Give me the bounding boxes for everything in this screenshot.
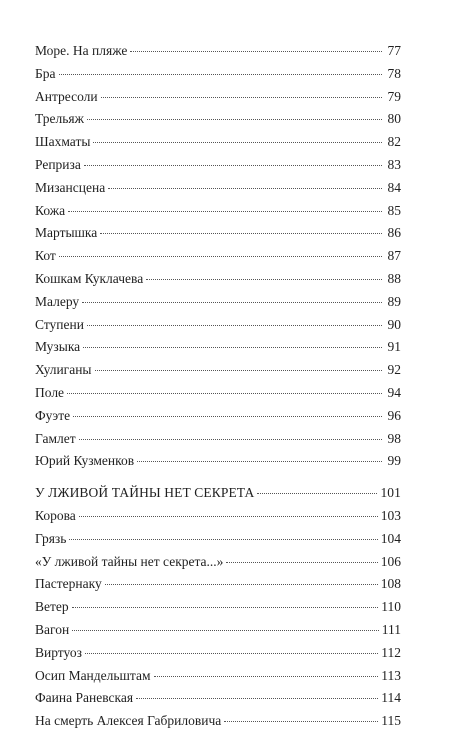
toc-entry — [35, 382, 401, 405]
toc-part-1 — [35, 40, 401, 473]
dot-leader — [154, 676, 379, 677]
toc-entry-title: На смерть Алексея Габриловича — [35, 713, 222, 729]
toc-entry-title: Мизансцена — [35, 179, 106, 195]
toc-entry-title: «У лживой тайны нет секрета...» — [35, 553, 224, 569]
dot-leader — [79, 516, 378, 517]
toc-entry-title: Кот — [35, 248, 56, 264]
dot-leader — [85, 653, 378, 654]
toc-entry — [35, 428, 401, 451]
toc-entry-title: Ступени — [35, 316, 84, 332]
toc-entry-page: 104 — [380, 530, 401, 546]
toc-entry — [35, 222, 401, 245]
dot-leader — [84, 165, 382, 166]
toc-entry — [35, 573, 401, 596]
toc-entry — [35, 177, 401, 200]
toc-entry-title: Осип Мандельштам — [35, 667, 151, 683]
toc-entry-title: Бра — [35, 65, 56, 81]
toc-entry-title: Мартышка — [35, 225, 98, 241]
dot-leader — [93, 142, 382, 143]
toc-entry — [35, 63, 401, 86]
toc-entry — [35, 710, 401, 733]
dot-leader — [67, 393, 382, 394]
toc-entry-page: 91 — [387, 339, 401, 355]
toc-entry — [35, 200, 401, 223]
toc-entry-page: 84 — [387, 179, 401, 195]
dot-leader — [226, 562, 377, 563]
dot-leader — [59, 256, 382, 257]
toc-entry-page: 99 — [387, 453, 401, 469]
toc-entry-title: Ветер — [35, 599, 69, 615]
toc-entry — [35, 131, 401, 154]
toc-entry — [35, 596, 401, 619]
toc-entry — [35, 268, 401, 291]
toc-entry-page: 111 — [381, 621, 401, 637]
toc-part-2 — [35, 505, 401, 733]
toc-entry-title: Кошкам Куклачева — [35, 270, 144, 286]
dot-leader — [101, 97, 382, 98]
toc-entry-page: 112 — [381, 644, 401, 660]
dot-leader — [83, 347, 382, 348]
toc-entry-title: Фаина Раневская — [35, 690, 134, 706]
toc-entry-page: 114 — [381, 690, 401, 706]
toc-entry-title: Хулиганы — [35, 362, 92, 378]
toc-entry — [35, 528, 401, 551]
toc-entry-title: Шахматы — [35, 134, 91, 150]
toc-entry-page: 85 — [387, 202, 401, 218]
toc-entry-page: 89 — [387, 293, 401, 309]
dot-leader — [95, 370, 382, 371]
toc-entry-page: 90 — [387, 316, 401, 332]
toc-entry — [35, 154, 401, 177]
toc-entry-title: Гамлет — [35, 430, 76, 446]
dot-leader — [146, 279, 382, 280]
toc-entry — [35, 665, 401, 688]
toc-entry-title: Грязь — [35, 530, 67, 546]
dot-leader — [130, 51, 382, 52]
dot-leader — [59, 74, 383, 75]
toc-entry-page: 108 — [380, 576, 401, 592]
toc-entry-title: Поле — [35, 384, 65, 400]
toc-entry-title: Виртуоз — [35, 644, 83, 660]
toc-entry-title: Пастернаку — [35, 576, 102, 592]
dot-leader — [108, 188, 382, 189]
toc-entry — [35, 687, 401, 710]
dot-leader — [257, 493, 377, 494]
dot-leader — [72, 630, 379, 631]
toc-entry-page: 92 — [387, 362, 401, 378]
toc-entry-page: 94 — [387, 384, 401, 400]
dot-leader — [69, 539, 377, 540]
toc-entry-title: Кожа — [35, 202, 66, 218]
toc-entry-title: Фуэте — [35, 407, 71, 423]
toc-entry — [35, 40, 401, 63]
toc-entry — [35, 642, 401, 665]
toc-entry-page: 82 — [387, 134, 401, 150]
toc-entry — [35, 619, 401, 642]
toc-entry-page: 115 — [381, 713, 401, 729]
section-title: У ЛЖИВОЙ ТАЙНЫ НЕТ СЕКРЕТА — [35, 485, 255, 501]
toc-entry-page: 79 — [387, 88, 401, 104]
toc-entry-title: Малеру — [35, 293, 80, 309]
toc-entry-page: 113 — [381, 667, 401, 683]
toc-entry-page: 77 — [387, 43, 401, 58]
toc-entry-title: Море. На пляже — [35, 43, 128, 58]
section-spacer — [35, 473, 401, 482]
toc-entry-page: 78 — [387, 65, 401, 81]
toc-entry-page: 88 — [387, 270, 401, 286]
dot-leader — [224, 721, 378, 722]
toc-entry-title: Трельяж — [35, 111, 84, 127]
dot-leader — [105, 584, 378, 585]
toc-entry-page: 87 — [387, 248, 401, 264]
dot-leader — [100, 233, 382, 234]
toc-entry — [35, 450, 401, 473]
toc-entry-page: 86 — [387, 225, 401, 241]
dot-leader — [72, 607, 379, 608]
toc-entry — [35, 86, 401, 109]
toc-entry-title: Антресоли — [35, 88, 98, 104]
toc-entry-title: Юрий Кузменков — [35, 453, 135, 469]
dot-leader — [79, 439, 382, 440]
toc-entry-page: 103 — [380, 507, 401, 523]
table-of-contents — [35, 40, 401, 733]
toc-entry — [35, 405, 401, 428]
toc-entry-page: 98 — [387, 430, 401, 446]
toc-entry — [35, 505, 401, 528]
toc-section-heading — [35, 482, 401, 505]
toc-entry-title: Корова — [35, 507, 76, 523]
toc-entry-title: Музыка — [35, 339, 81, 355]
dot-leader — [137, 461, 382, 462]
dot-leader — [82, 302, 382, 303]
toc-entry — [35, 314, 401, 337]
dot-leader — [68, 211, 382, 212]
toc-entry — [35, 551, 401, 574]
toc-entry — [35, 336, 401, 359]
toc-entry-page: 106 — [380, 553, 401, 569]
toc-entry-page: 80 — [387, 111, 401, 127]
toc-entry — [35, 245, 401, 268]
section-page: 101 — [380, 485, 401, 501]
toc-entry-title: Вагон — [35, 621, 70, 637]
dot-leader — [73, 416, 382, 417]
toc-entry-title: Реприза — [35, 156, 81, 172]
toc-entry-page: 83 — [387, 156, 401, 172]
toc-entry-page: 96 — [387, 407, 401, 423]
toc-entry-page: 110 — [381, 599, 401, 615]
dot-leader — [136, 698, 378, 699]
dot-leader — [87, 119, 382, 120]
toc-entry — [35, 108, 401, 131]
dot-leader — [87, 325, 382, 326]
toc-entry — [35, 291, 401, 314]
toc-entry — [35, 359, 401, 382]
